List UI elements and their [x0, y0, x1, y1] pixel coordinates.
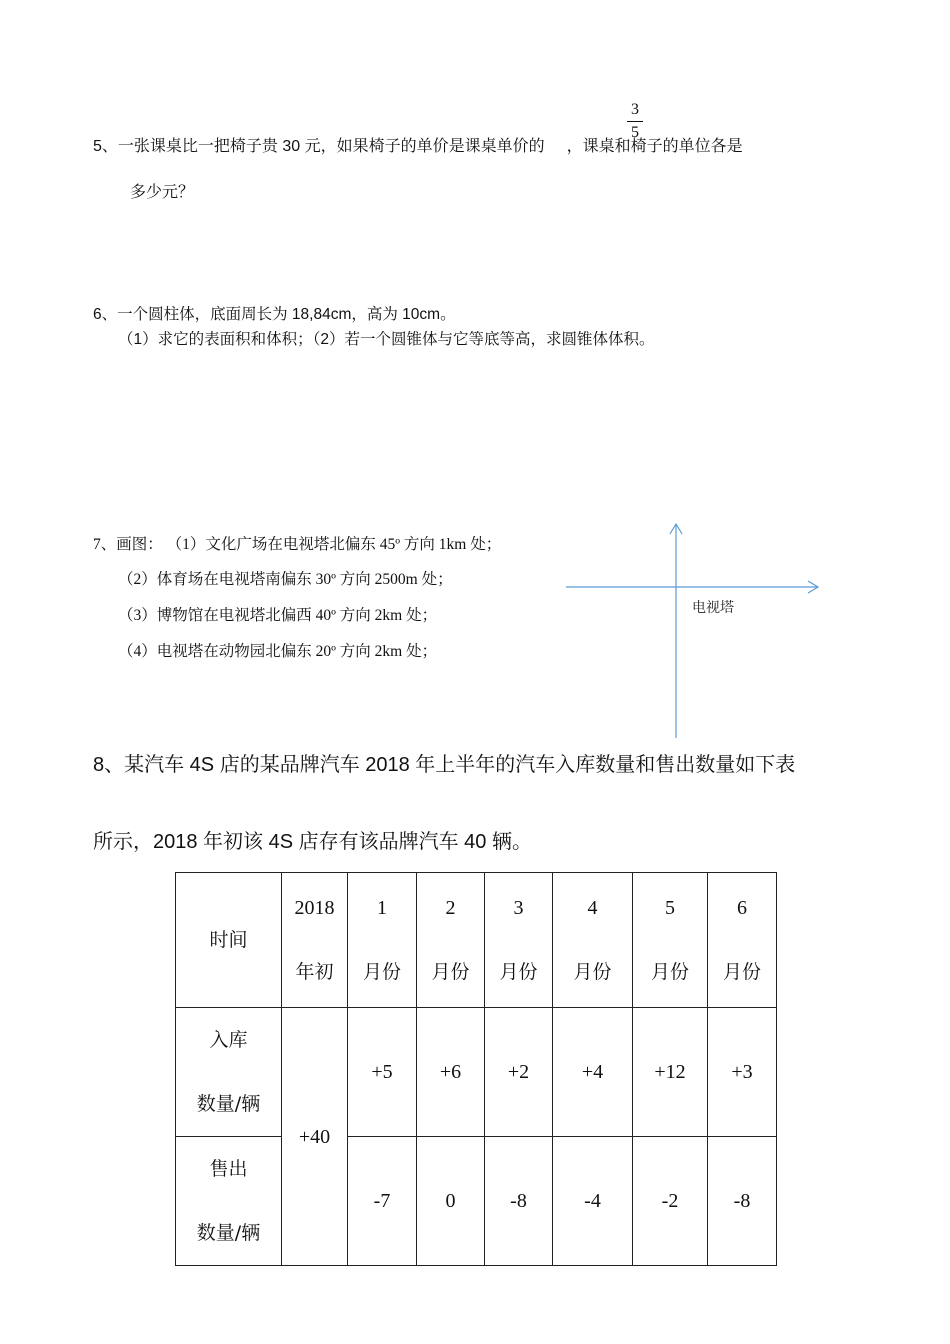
in-label-top: 入库 — [209, 1029, 248, 1051]
q6-line2: （1）求它的表面积和体积；（2）若一个圆锥体与它等底等高，求圆锥体体积。 — [118, 331, 655, 348]
header-start-label: 年初 — [295, 961, 334, 983]
header-time: 时间 — [176, 873, 282, 1008]
q5-line1-before: 5、一张课桌比一把椅子贵 30 元，如果椅子的单价是课桌单价的 — [93, 138, 545, 155]
month-unit: 月份 — [573, 961, 612, 983]
q6-line1: 6、一个圆柱体，底面周长为 18,84cm，高为 10cm。 — [93, 306, 456, 323]
q8-line2: 所示，2018 年初该 4S 店存有该品牌汽车 40 辆。 — [93, 831, 532, 853]
header-month-5 — [633, 873, 708, 1008]
header-month-2 — [417, 873, 485, 1008]
out-value-cell: -8 — [708, 1137, 777, 1266]
header-row — [176, 873, 777, 1008]
tv-tower-label: 电视塔 — [692, 599, 734, 615]
in-value-cell: +2 — [485, 1008, 553, 1137]
q7-line3: （3）博物馆在电视塔北偏西 40º 方向 2km 处； — [118, 607, 438, 624]
q5-line2: 多少元？ — [130, 184, 195, 201]
header-start — [282, 873, 348, 1008]
month-number: 3 — [513, 897, 524, 919]
header-month-6 — [708, 873, 777, 1008]
fraction-denominator: 5 — [631, 124, 639, 141]
start-value-cell: +40 — [282, 1008, 348, 1266]
in-label-bottom: 数量/辆 — [196, 1093, 261, 1115]
in-value-cell: +12 — [633, 1008, 708, 1137]
month-unit: 月份 — [431, 961, 470, 983]
in-row — [176, 1008, 777, 1137]
out-value-cell: -2 — [633, 1137, 708, 1266]
out-value-cell: -8 — [485, 1137, 553, 1266]
month-number: 6 — [737, 897, 747, 919]
header-month-1 — [348, 873, 417, 1008]
month-number: 2 — [445, 897, 456, 919]
q5-line1-after: ，课桌和椅子的单位各是 — [566, 138, 743, 155]
in-value-cell: +6 — [417, 1008, 485, 1137]
inventory-table — [175, 872, 777, 1266]
out-value-cell: -4 — [553, 1137, 633, 1266]
out-row-label — [176, 1137, 282, 1266]
month-number: 1 — [377, 897, 387, 919]
out-value-cell: -7 — [348, 1137, 417, 1266]
in-row-label — [176, 1008, 282, 1137]
out-label-bottom: 数量/辆 — [196, 1222, 261, 1244]
month-unit: 月份 — [499, 961, 538, 983]
out-label-top: 售出 — [209, 1158, 248, 1180]
in-value-cell: +5 — [348, 1008, 417, 1137]
q8-line1: 8、某汽车 4S 店的某品牌汽车 2018 年上半年的汽车入库数量和售出数量如下表 — [93, 754, 796, 776]
month-unit: 月份 — [650, 961, 689, 983]
month-number: 5 — [665, 897, 675, 919]
in-value-cell: +4 — [553, 1008, 633, 1137]
q7-line1: 7、画图： （1）文化广场在电视塔北偏东 45º 方向 1km 处； — [93, 536, 502, 553]
q7-line2: （2）体育场在电视塔南偏东 30º 方向 2500m 处； — [118, 571, 453, 588]
out-row — [176, 1137, 777, 1266]
out-value-cell: 0 — [417, 1137, 485, 1266]
header-start-year: 2018 — [294, 897, 335, 919]
fraction-numerator: 3 — [631, 101, 639, 118]
in-value-cell: +3 — [708, 1008, 777, 1137]
month-unit: 月份 — [722, 961, 761, 983]
q7-line4: （4）电视塔在动物园北偏东 20º 方向 2km 处； — [118, 643, 438, 660]
month-number: 4 — [587, 897, 598, 919]
header-month-4 — [553, 873, 633, 1008]
month-unit: 月份 — [362, 961, 401, 983]
header-month-3 — [485, 873, 553, 1008]
